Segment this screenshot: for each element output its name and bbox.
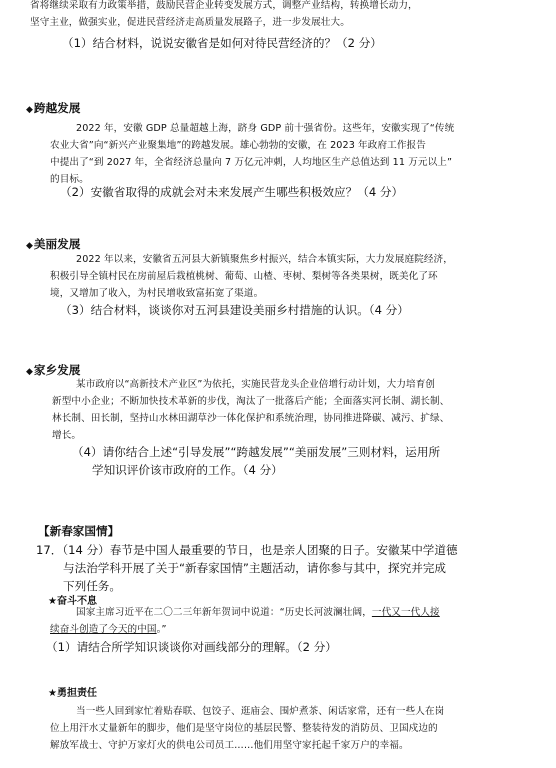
heading-text: 美丽发展 bbox=[33, 237, 81, 251]
fendou-plain-2: 。” bbox=[156, 624, 167, 635]
question-4 bbox=[72, 443, 552, 479]
top-line-1: 省将继续采取有力政策举措，鼓励民营企业转变发展方式，调整产业结构，转换增长动力， bbox=[30, 0, 418, 11]
meili-line-2: 积极引导全镇村民在房前屋后栽植桃树、葡萄、山楂、枣树、梨树等各类果树，既美化了环 bbox=[50, 271, 438, 282]
question-1: （1）结合材料，说说安徽省是如何对待民营经济的？（2 分） bbox=[62, 36, 382, 50]
jiaxiang-line-3: 林长制、田长制，坚持山水林田湖草沙一体化保护和系统治理，协同推进降碳、减污、扩绿、 bbox=[52, 413, 450, 424]
section-heading-meili bbox=[26, 236, 80, 252]
question-2: （2）安徽省取得的成就会对未来发展产生哪些积极效应？（4 分） bbox=[60, 185, 404, 199]
material-meili bbox=[50, 251, 550, 302]
top-line-2: 坚守主业，做强实业，促进民营经济走高质量发展路子，进一步发展壮大。 bbox=[30, 17, 350, 28]
yongdan-line-2: 位上用汗水丈量新年的脚步，他们是坚守岗位的基层民警、整装待发的消防员、卫国戍边的 bbox=[50, 723, 438, 734]
top-material bbox=[30, 0, 550, 31]
meili-line-1: 2022 年以来，安徽省五河县大新镇聚焦乡村振兴，结合本镇实际，大力发展庭院经济， bbox=[76, 254, 453, 265]
yongdan-line-1: 当一些人回到家忙着贴春联、包饺子、逛庙会、围炉煮茶、闲话家常，还有一些人在岗 bbox=[76, 706, 445, 717]
material-yongdan bbox=[50, 703, 550, 754]
fendou-line-2 bbox=[50, 621, 550, 638]
kuayue-line-1: 2022 年，安徽 GDP 总量超越上海，跻身 GDP 前十强省份。这些年，安徽实现了“传统 bbox=[76, 123, 455, 134]
q17-line-1: 17．（14 分）春节是中国人最重要的节日，也是亲人团聚的日子。安徽某中学道德 bbox=[36, 543, 458, 557]
kuayue-line-3: 中提出了“到 2027 年，全省经济总量向 7 万亿元冲刺，人均地区生产总值达到 11 万元以上” bbox=[50, 157, 453, 168]
jiaxiang-line-4: 增长。 bbox=[52, 430, 82, 441]
yongdan-line-3: 解放军战士、守护万家灯火的供电公司员工……他们用坚守家托起千家万户的幸福。 bbox=[50, 740, 409, 751]
kuayue-line-4: 的目标。 bbox=[50, 174, 89, 185]
question-3: （3）结合材料，谈谈你对五河县建设美丽乡村措施的认识。（4 分） bbox=[60, 303, 409, 317]
fendou-underlined-2: 续奋斗创造了今天的中国 bbox=[50, 624, 157, 635]
jiaxiang-line-1: 某市政府以“高新技术产业区”为依托，实施民营龙头企业倍增行动计划，大力培育创 bbox=[76, 379, 436, 390]
section-heading-xinchun: 【新春家国情】 bbox=[38, 524, 120, 538]
material-jiaxiang bbox=[52, 376, 552, 444]
question-17 bbox=[36, 541, 551, 595]
heading-text: 家乡发展 bbox=[33, 363, 81, 377]
yongdan-heading: ★勇担责任 bbox=[48, 688, 97, 699]
diamond-icon: ◆ bbox=[26, 105, 33, 115]
diamond-icon: ◆ bbox=[26, 241, 33, 251]
material-fendou bbox=[50, 604, 550, 638]
fendou-plain-1: 国家主席习近平在二〇二三年新年贺词中说道：“历史长河波澜壮阔， bbox=[76, 607, 372, 618]
fendou-line-1 bbox=[50, 604, 550, 621]
q17-line-2: 与法治学科开展了关于“新春家国情”主题活动，请你参与其中，探究并完成 bbox=[63, 561, 447, 575]
fendou-underlined-1: 一代又一代人接 bbox=[371, 607, 440, 618]
material-kuayue bbox=[50, 120, 550, 188]
diamond-icon: ◆ bbox=[26, 367, 33, 377]
section-heading-kuayue bbox=[26, 100, 80, 116]
q17-line-3: 下列任务。 bbox=[63, 579, 121, 593]
q4-line-2: 学知识评价该市政府的工作。（4 分） bbox=[92, 463, 283, 477]
heading-text: 跨越发展 bbox=[33, 101, 81, 115]
meili-line-3: 境，又增加了收入，为村民增收致富拓宽了渠道。 bbox=[50, 288, 264, 299]
kuayue-line-2: 农业大省”向“新兴产业聚集地”的跨越发展。雄心勃勃的安徽，在 2023 年政府工作报告 bbox=[50, 140, 426, 151]
jiaxiang-line-2: 新型中小企业；不断加快技术革新的步伐，淘汰了一批落后产能；全面落实河长制、湖长制、 bbox=[52, 396, 450, 407]
q4-line-1: （4）请你结合上述“引导发展”“跨越发展”“美丽发展”三则材料，运用所 bbox=[72, 445, 441, 459]
fendou-heading: ★奋斗不息 bbox=[48, 596, 97, 607]
xinchun-question-1: （1）请结合所学知识谈谈你对画线部分的理解。（2 分） bbox=[46, 640, 337, 654]
